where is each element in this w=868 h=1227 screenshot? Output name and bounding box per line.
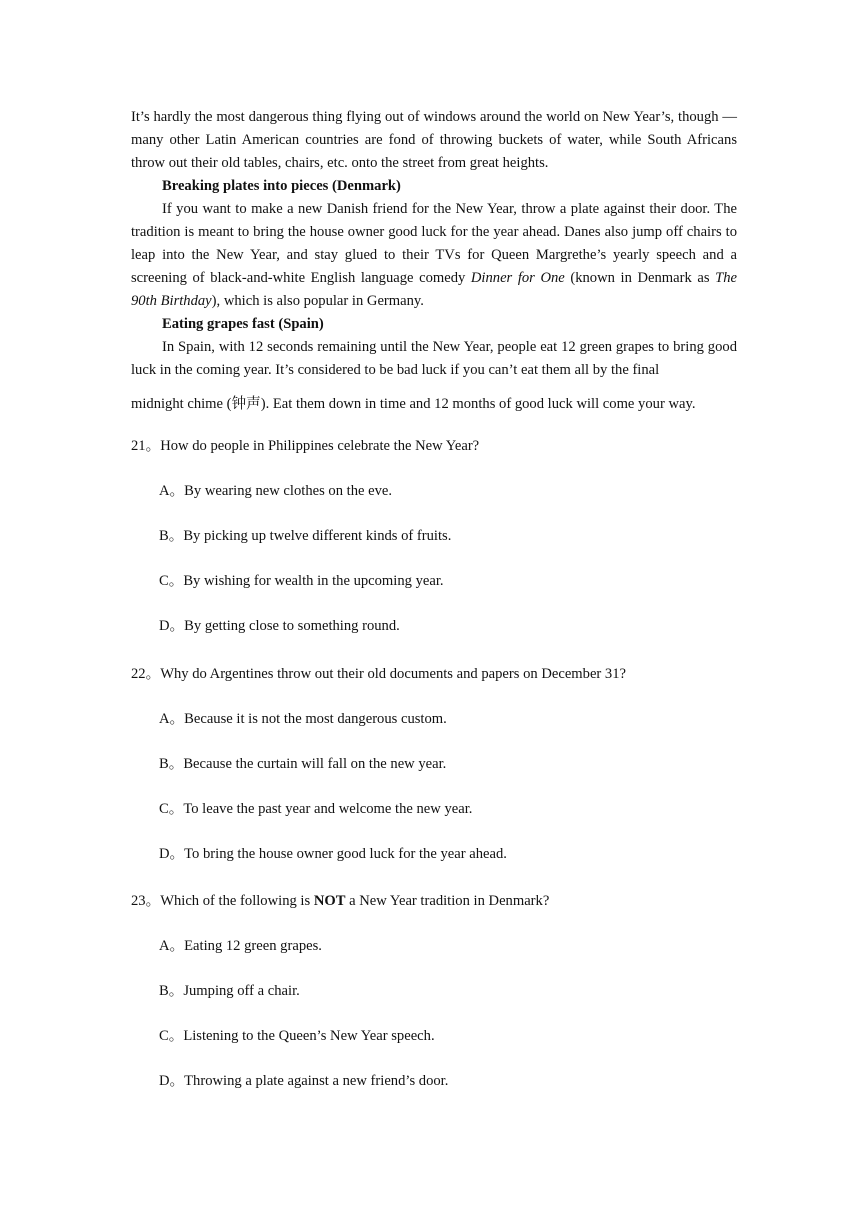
option-a[interactable] xyxy=(131,709,737,729)
denmark-italic-title-2: The 90th Birthday xyxy=(131,270,737,309)
intro-paragraph: It’s hardly the most dangerous thing flying out of windows around the world on New Year’s, though — many other Latin American countries are fond of throwing buckets of water, while South Africans throw out their old tables, chairs, etc. onto the street from great heights. xyxy=(131,109,737,171)
denmark-heading: Breaking plates into pieces (Denmark) xyxy=(162,178,401,194)
option-text: To bring the house owner good luck for the year ahead. xyxy=(184,846,507,862)
question-number: 23。 xyxy=(131,893,161,909)
spain-heading: Eating grapes fast (Spain) xyxy=(162,316,324,332)
denmark-text-3: ), which is also popular in Germany. xyxy=(211,293,424,309)
option-letter: A。 xyxy=(159,483,185,499)
option-text: Because the curtain will fall on the new year. xyxy=(183,756,447,772)
document-page xyxy=(131,106,737,1089)
question-22 xyxy=(131,664,737,864)
option-a[interactable] xyxy=(131,481,737,501)
question-stem xyxy=(131,891,737,911)
option-text: Jumping off a chair. xyxy=(183,983,300,999)
question-text: Why do Argentines throw out their old documents and papers on December 31? xyxy=(160,666,627,682)
spain-paragraph-cont xyxy=(131,393,737,416)
option-letter: A。 xyxy=(159,938,185,954)
option-letter: B。 xyxy=(159,756,184,772)
question-text-before: Which of the following is xyxy=(160,893,314,909)
question-stem xyxy=(131,664,737,684)
option-c[interactable] xyxy=(131,571,737,591)
option-text: To leave the past year and welcome the new year. xyxy=(183,801,473,817)
option-b[interactable] xyxy=(131,526,737,546)
denmark-italic-title-1: Dinner for One xyxy=(470,270,565,286)
denmark-paragraph xyxy=(131,198,737,313)
option-b[interactable] xyxy=(131,981,737,1001)
denmark-text-2: (known in Denmark as xyxy=(564,270,716,286)
question-21 xyxy=(131,436,737,636)
option-text: By picking up twelve different kinds of fruits. xyxy=(183,528,452,544)
spain-text-2: midnight chime (钟声). Eat them down in time and 12 months of good luck will come your way. xyxy=(131,396,696,412)
question-text: How do people in Philippines celebrate the New Year? xyxy=(160,438,480,454)
question-stem xyxy=(131,436,737,456)
option-letter: C。 xyxy=(159,1028,184,1044)
spain-paragraph xyxy=(131,336,737,382)
option-text: Throwing a plate against a new friend’s door. xyxy=(184,1073,449,1089)
option-letter: A。 xyxy=(159,711,185,727)
option-c[interactable] xyxy=(131,799,737,819)
question-text-after: a New Year tradition in Denmark? xyxy=(345,893,550,909)
option-letter: C。 xyxy=(159,573,184,589)
option-text: By wishing for wealth in the upcoming year. xyxy=(183,573,444,589)
option-d[interactable] xyxy=(131,616,737,636)
option-b[interactable] xyxy=(131,754,737,774)
option-letter: D。 xyxy=(159,1073,185,1089)
option-text: Eating 12 green grapes. xyxy=(184,938,322,954)
question-text-emphasis: NOT xyxy=(313,893,346,909)
option-text: Because it is not the most dangerous custom. xyxy=(184,711,447,727)
option-text: Listening to the Queen’s New Year speech. xyxy=(183,1028,435,1044)
option-d[interactable] xyxy=(131,844,737,864)
option-a[interactable] xyxy=(131,936,737,956)
option-letter: C。 xyxy=(159,801,184,817)
question-23 xyxy=(131,891,737,1091)
denmark-text-1: If you want to make a new Danish friend for the New Year, throw a plate against their door. The tradition is meant to bring the house owner good luck for the year ahead. Danes also jump off chairs to leap into the New Year, and stay glued to their TVs for Queen Margrethe’s yearly speech and a screening of black-and-white English language comedy xyxy=(131,201,737,286)
option-letter: D。 xyxy=(159,846,185,862)
option-letter: B。 xyxy=(159,983,184,999)
option-letter: B。 xyxy=(159,528,184,544)
option-text: By wearing new clothes on the eve. xyxy=(184,483,393,499)
option-c[interactable] xyxy=(131,1026,737,1046)
question-number: 21。 xyxy=(131,438,161,454)
spain-text-1: In Spain, with 12 seconds remaining until the New Year, people eat 12 green grapes to bring good luck in the coming year. It’s considered to be bad luck if you can’t eat them all by the final xyxy=(131,339,737,378)
option-d[interactable] xyxy=(131,1071,737,1091)
option-letter: D。 xyxy=(159,618,185,634)
option-text: By getting close to something round. xyxy=(184,618,400,634)
question-number: 22。 xyxy=(131,666,161,682)
